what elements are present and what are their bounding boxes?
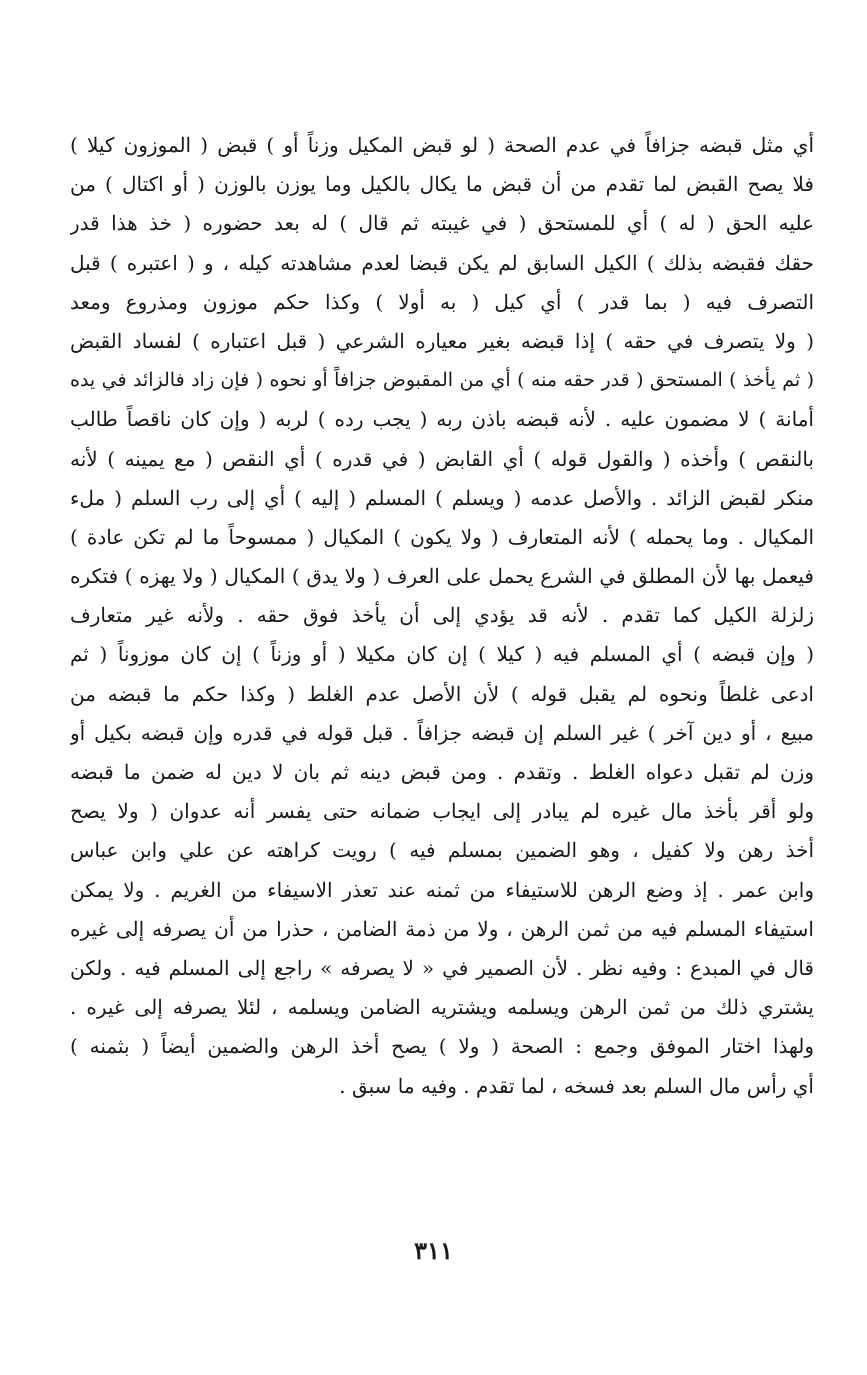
- text-line: وزن لم تقبل دعواه الغلط . وتقدم . ومن قبض دينه ثم بان لا دين له ضمن ما قبضه: [70, 760, 814, 784]
- page-number: ٣١١: [414, 1236, 453, 1265]
- text-line: فلا يصح القبض لما تقدم من أن قبض ما يكال بالكيل وما يوزن بالوزن ( أو اكتال ) من: [70, 172, 814, 197]
- text-line: يشتري ذلك من ثمن الرهن ويسلمه ويشتريه الضامن ويسلمه ، لئلا يصرفه إلى غيره .: [70, 995, 814, 1020]
- text-line: استيفاء المسلم فيه من ثمن الرهن ، ولا من ذمة الضامن ، حذرا من أن يصرفه إلى غيره: [70, 916, 814, 941]
- text-line: أي رأس مال السلم بعد فسخه ، لما تقدم . وفيه ما سبق .: [339, 1073, 814, 1098]
- text-line: ولو أقر بأخذ مال غيره لم يبادر إلى ايجاب ضمانه حتى يفسر أنه عدوان ( ولا يصح: [70, 799, 814, 824]
- body-text: [70, 126, 814, 1106]
- text-line: فيعمل بها لأن المطلق في الشرع يحمل على العرف ( ولا يدق ) المكيال ( ولا يهزه ) فتكره: [70, 564, 814, 589]
- text-line: مبيع ، أو دين آخر ) غير السلم إن قبضه جزافاً . قبل قوله في قدره وإن قبضه بكيل أو: [70, 720, 814, 745]
- text-line: قال في المبدع : وفيه نظر . لأن الصمير في « لا يصرفه » راجع إلى المسلم فيه . ولكن: [70, 955, 814, 980]
- text-line: حقك فقبضه بذلك ) الكيل السابق لم يكن قبضا لعدم مشاهدته كيله ، و ( اعتبره ) قبل: [70, 250, 814, 275]
- text-line: المكيال . وما يحمله ) لأنه المتعارف ( ولا يكون ) المكيال ( ممسوحاً ما لم تكن عادة ): [70, 524, 814, 549]
- text-line: أخذ رهن ولا كفيل ، وهو الضمين بمسلم فيه ) رويت كراهته عن علي وابن عباس: [70, 838, 814, 863]
- text-line: ( وإن قبضه ) أي المسلم فيه ( كيلا ) إن كان مكيلا ( أو وزناً ) إن كان موزوناً ( ثم: [70, 642, 814, 667]
- text-line: أي مثل قبضه جزافاً في عدم الصحة ( لو قبض المكيل وزناً أو ) قبض ( الموزون كيلا ): [70, 133, 814, 157]
- text-line: زلزلة الكيل كما تقدم . لأنه قد يؤدي إلى أن يأخذ فوق حقه . ولأنه غير متعارف: [70, 603, 814, 628]
- text-line: منكر لقبض الزائد . والأصل عدمه ( ويسلم ) المسلم ( إليه ) أي إلى رب السلم ( ملء: [70, 485, 814, 510]
- text-line: التصرف فيه ( بما قدر ) أي كيل ( به أولا ) وكذا حكم موزون ومذروع ومعد: [70, 289, 814, 314]
- text-line: بالنقص ) وأخذه ( والقول قوله ) أي القابض ( في قدره ) أي النقص ( مع يمينه ) لأنه: [70, 446, 814, 471]
- text-line: ادعى غلطاً ونحوه لم يقبل قوله ) لأن الأصل عدم الغلط ( وكذا حكم ما قبضه من: [70, 681, 814, 706]
- text-line: عليه الحق ( له ) أي للمستحق ( في غيبته ثم قال ) له بعد حضوره ( خذ هذا قدر: [70, 211, 814, 236]
- text-line: أمانة ) لا مضمون عليه . لأنه قبضه باذن ربه ( يجب رده ) لربه ( وإن كان ناقصاً طالب: [70, 407, 814, 432]
- text-line: وابن عمر . إذ وضع الرهن للاستيفاء من ثمنه عند تعذر الاسيفاء من الغريم . ولا يمكن: [70, 877, 814, 902]
- text-line: ولهذا اختار الموفق وجمع : الصحة ( ولا ) يصح أخذ الرهن والضمين أيضاً ( بثمنه ): [70, 1034, 814, 1059]
- text-line: ( ولا يتصرف في حقه ) إذا قبضه بغير معياره الشرعي ( قبل اعتباره ) لفساد القبض: [70, 328, 814, 353]
- text-line: ( ثم يأخذ ) المستحق ( قدر حقه منه ) أي من المقبوض جزافاً أو نحوه ( فإن زاد فالزائد في يده: [70, 369, 814, 392]
